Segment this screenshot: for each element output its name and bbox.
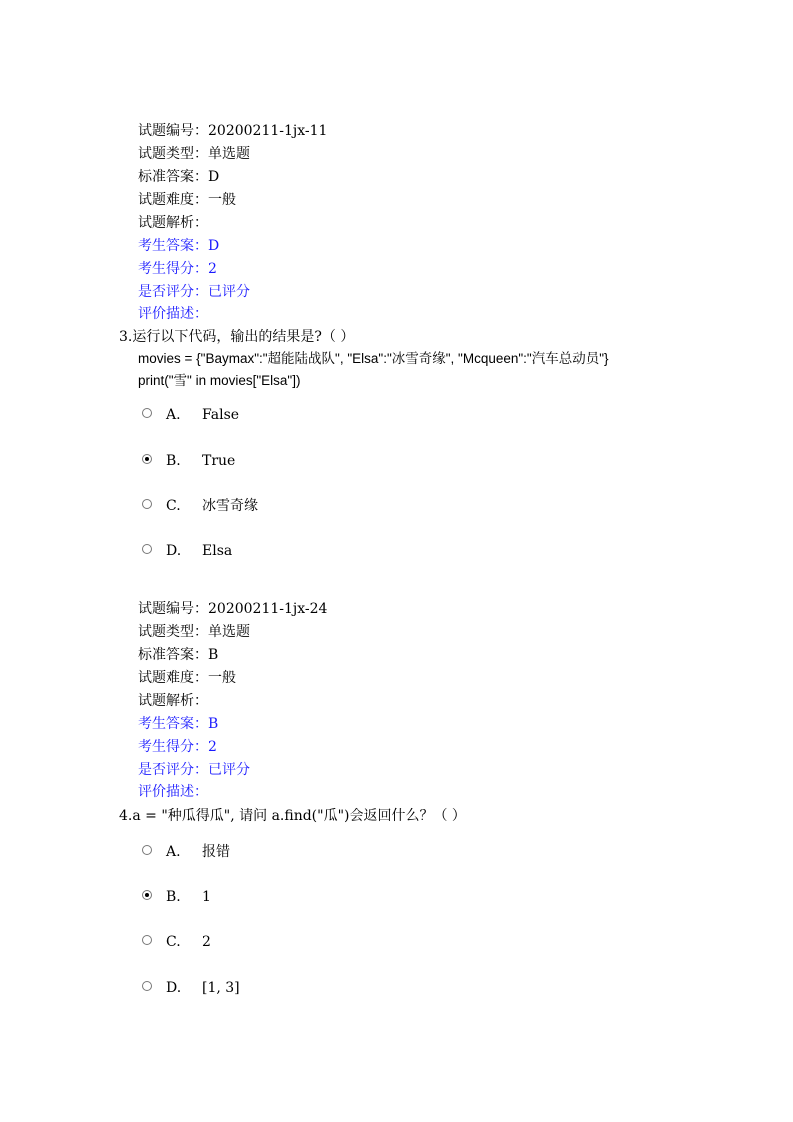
question-4-stem: 4.a = "种瓜得瓜", 请问 a.find("瓜")会返回什么？（ ） <box>119 808 466 824</box>
difficulty: 试题难度：一般 <box>138 192 236 208</box>
code-line-1: movies = {"Baymax":"超能陆战队", "Elsa":"冰雪奇缘", "Mcqueen":"汽车总动员"} <box>138 351 609 366</box>
graded-status: 是否评分：已评分 <box>138 284 250 300</box>
option-text: 1 <box>202 889 211 905</box>
option-letter: D. <box>166 980 182 996</box>
radio-button[interactable] <box>142 544 152 554</box>
radio-button-selected[interactable] <box>142 454 152 464</box>
option-text: 2 <box>202 934 211 950</box>
standard-answer: 标准答案：D <box>138 169 220 185</box>
option-text: 冰雪奇缘 <box>202 498 258 514</box>
student-answer: 考生答案：B <box>138 716 219 732</box>
question-type: 试题类型：单选题 <box>138 624 250 640</box>
question-id: 试题编号：20200211-1jx-24 <box>138 601 328 617</box>
option-letter: C. <box>166 498 181 514</box>
analysis: 试题解析： <box>138 693 208 709</box>
option-letter: D. <box>166 543 182 559</box>
option-text: False <box>202 407 240 423</box>
analysis: 试题解析： <box>138 215 208 231</box>
option-letter: C. <box>166 934 181 950</box>
radio-button[interactable] <box>142 499 152 509</box>
option-text: Elsa <box>202 543 233 559</box>
radio-button[interactable] <box>142 935 152 945</box>
question-type: 试题类型：单选题 <box>138 146 250 162</box>
option-letter: B. <box>166 453 181 469</box>
option-text: True <box>202 453 236 469</box>
student-score: 考生得分：2 <box>138 261 217 277</box>
option-text: 报错 <box>202 844 230 860</box>
student-answer: 考生答案：D <box>138 238 220 254</box>
graded-status: 是否评分：已评分 <box>138 762 250 778</box>
radio-button[interactable] <box>142 845 152 855</box>
radio-button[interactable] <box>142 981 152 991</box>
option-letter: B. <box>166 889 181 905</box>
question-id: 试题编号：20200211-1jx-11 <box>138 123 328 139</box>
option-text: [1, 3] <box>202 980 240 996</box>
option-letter: A. <box>166 844 181 860</box>
comment-label: 评价描述： <box>138 306 208 322</box>
code-line-2: print("雪" in movies["Elsa"]) <box>138 373 301 388</box>
question-3-stem: 3.运行以下代码，输出的结果是?（ ） <box>119 329 355 345</box>
standard-answer: 标准答案：B <box>138 647 219 663</box>
radio-button[interactable] <box>142 408 152 418</box>
student-score: 考生得分：2 <box>138 739 217 755</box>
difficulty: 试题难度：一般 <box>138 670 236 686</box>
comment-label: 评价描述： <box>138 784 208 800</box>
option-letter: A. <box>166 407 181 423</box>
radio-button-selected[interactable] <box>142 890 152 900</box>
